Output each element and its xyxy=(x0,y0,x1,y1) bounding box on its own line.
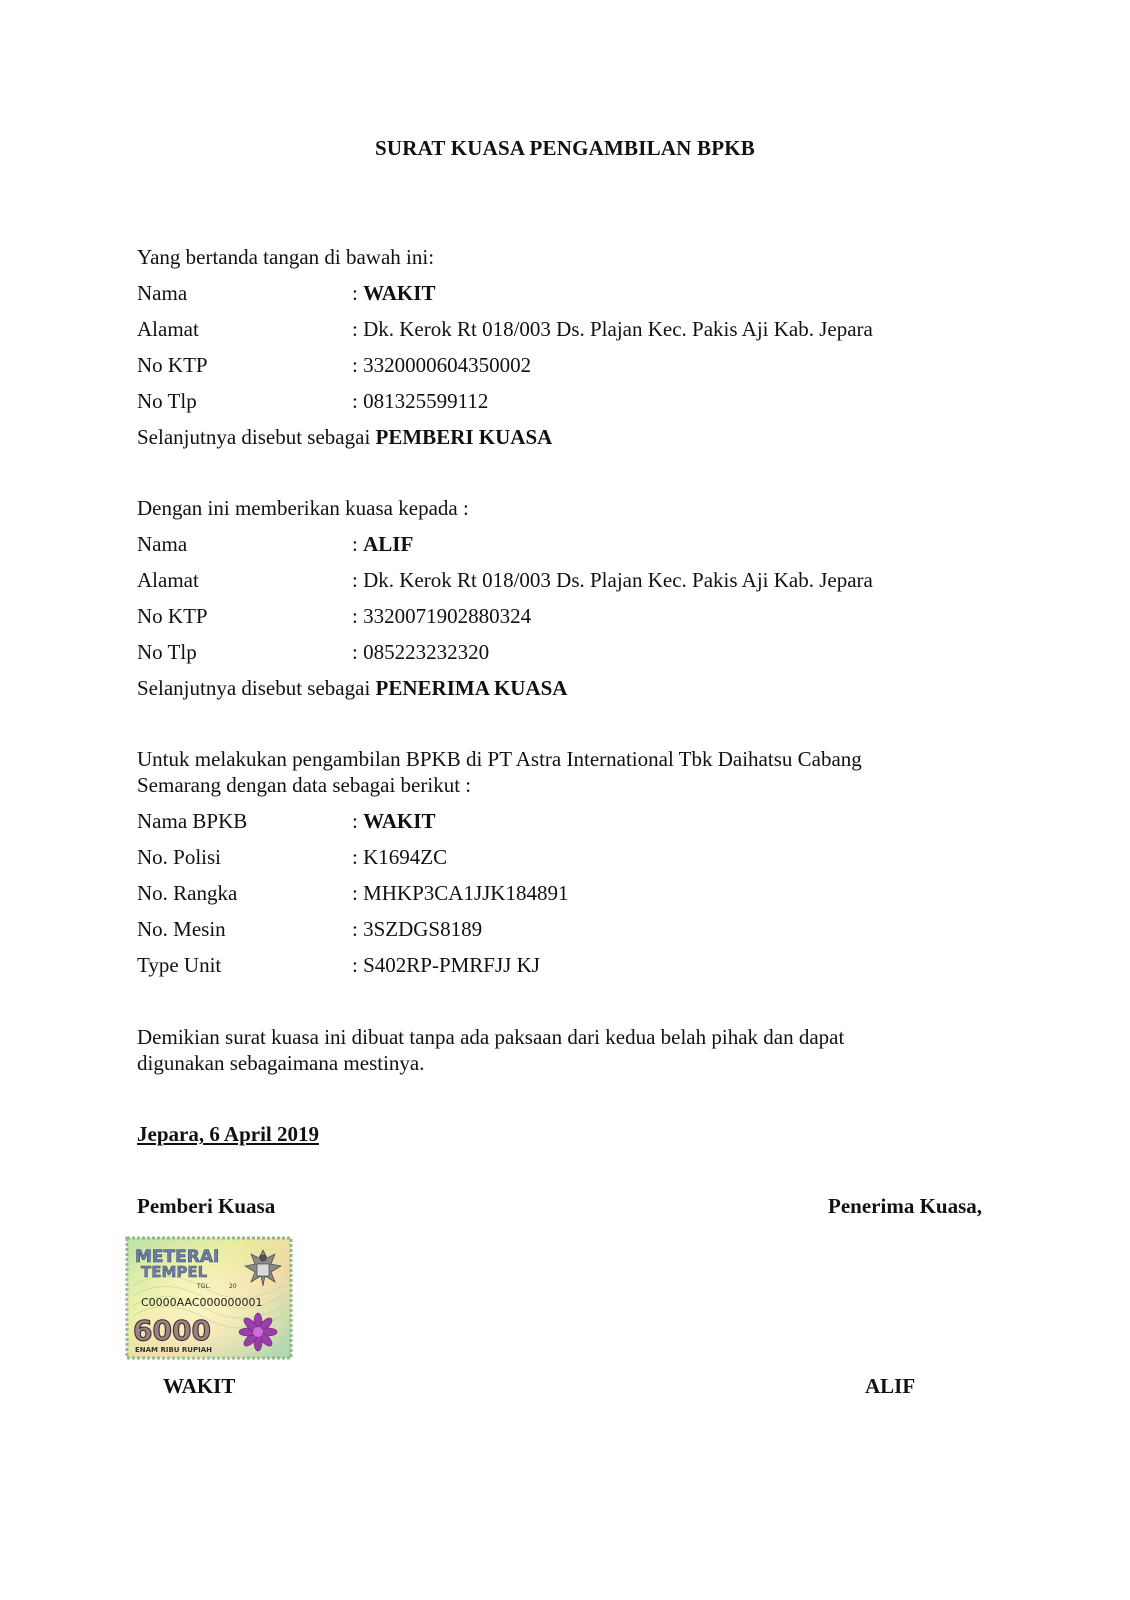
colon: : xyxy=(352,604,358,628)
colon: : xyxy=(352,881,358,905)
penerima-alamat-row xyxy=(352,567,873,593)
stamp-line-1: METERAI xyxy=(135,1247,220,1267)
penerima-nama-value: ALIF xyxy=(363,532,414,556)
stamp-line-2: TEMPEL xyxy=(141,1263,208,1281)
penerima-ktp-value: 3320071902880324 xyxy=(363,604,532,628)
intro-text: Yang bertanda tangan di bawah ini: xyxy=(137,245,435,269)
document-date: Jepara, 6 April 2019 xyxy=(137,1122,319,1146)
colon: : xyxy=(352,640,358,664)
signer-left-title: Pemberi Kuasa xyxy=(137,1194,276,1218)
colon: : xyxy=(352,281,358,305)
pemberi-nama-label: Nama xyxy=(137,281,188,305)
colon: : xyxy=(352,845,358,869)
pemberi-nama-row xyxy=(352,280,435,306)
penerima-alamat-value: Dk. Kerok Rt 018/003 Ds. Plajan Kec. Pakis Aji Kab. Jepara xyxy=(363,568,873,592)
penerima-closing-text: Selanjutnya disebut sebagai xyxy=(137,676,376,700)
document-title: SURAT KUASA PENGAMBILAN BPKB xyxy=(375,136,755,160)
penerima-nama-row xyxy=(352,531,413,557)
colon: : xyxy=(352,568,358,592)
stamp-tgl: TGL. xyxy=(197,1283,211,1290)
pemberi-tlp-row xyxy=(352,388,488,414)
polisi-row xyxy=(352,844,447,870)
penerima-ktp-row xyxy=(352,603,531,629)
meterai-stamp xyxy=(125,1236,293,1360)
polisi-label: No. Polisi xyxy=(137,845,222,869)
pemberi-closing xyxy=(137,424,552,450)
penerima-closing xyxy=(137,675,567,701)
penerima-alamat-label: Alamat xyxy=(137,568,199,592)
type-unit-value: S402RP-PMRFJJ KJ xyxy=(363,953,540,977)
pemberi-ktp-label: No KTP xyxy=(137,353,208,377)
colon: : xyxy=(352,917,358,941)
nama-bpkb-row xyxy=(352,808,435,834)
stamp-20: 20 xyxy=(229,1283,237,1290)
pemberi-nama-value: WAKIT xyxy=(363,281,436,305)
signer-left-name: WAKIT xyxy=(163,1374,236,1398)
pemberi-alamat-row xyxy=(352,316,873,342)
flower-emblem-icon xyxy=(239,1313,277,1351)
closing-line-1: Demikian surat kuasa ini dibuat tanpa ada paksaan dari kedua belah pihak dan dapat xyxy=(137,1025,845,1049)
nama-bpkb-label: Nama BPKB xyxy=(137,809,248,833)
pemberi-alamat-label: Alamat xyxy=(137,317,199,341)
colon: : xyxy=(352,353,358,377)
penerima-tlp-value: 085223232320 xyxy=(363,640,490,664)
rangka-row xyxy=(352,880,568,906)
colon: : xyxy=(352,389,358,413)
rangka-value: MHKP3CA1JJK184891 xyxy=(363,881,569,905)
purpose-line-1: Untuk melakukan pengambilan BPKB di PT Astra International Tbk Daihatsu Cabang xyxy=(137,747,862,771)
type-unit-label: Type Unit xyxy=(137,953,222,977)
mesin-row xyxy=(352,916,482,942)
kuasa-intro-text: Dengan ini memberikan kuasa kepada : xyxy=(137,496,469,520)
closing-line-2: digunakan sebagaimana mestinya. xyxy=(137,1051,425,1075)
stamp-value: 6000 xyxy=(133,1314,211,1347)
penerima-tlp-row xyxy=(352,639,489,665)
pemberi-tlp-value: 081325599112 xyxy=(363,389,489,413)
penerima-closing-bold: PENERIMA KUASA xyxy=(375,676,568,700)
colon: : xyxy=(352,809,358,833)
type-unit-row xyxy=(352,952,540,978)
nama-bpkb-value: WAKIT xyxy=(363,809,436,833)
pemberi-ktp-value: 3320000604350002 xyxy=(363,353,532,377)
colon: : xyxy=(352,317,358,341)
stamp-serial: C0000AAC000000001 xyxy=(141,1296,263,1309)
stamp-words: ENAM RIBU RUPIAH xyxy=(135,1346,212,1354)
penerima-nama-label: Nama xyxy=(137,532,188,556)
pemberi-ktp-row xyxy=(352,352,531,378)
purpose-line-2: Semarang dengan data sebagai berikut : xyxy=(137,773,472,797)
penerima-tlp-label: No Tlp xyxy=(137,640,197,664)
pemberi-tlp-label: No Tlp xyxy=(137,389,197,413)
signer-right-title: Penerima Kuasa, xyxy=(828,1194,982,1218)
pemberi-closing-bold: PEMBERI KUASA xyxy=(375,425,553,449)
colon: : xyxy=(352,532,358,556)
mesin-value: 3SZDGS8189 xyxy=(363,917,483,941)
pemberi-closing-text: Selanjutnya disebut sebagai xyxy=(137,425,376,449)
colon: : xyxy=(352,953,358,977)
polisi-value: K1694ZC xyxy=(363,845,448,869)
signer-right-name: ALIF xyxy=(865,1374,916,1398)
penerima-ktp-label: No KTP xyxy=(137,604,208,628)
rangka-label: No. Rangka xyxy=(137,881,238,905)
pemberi-alamat-value: Dk. Kerok Rt 018/003 Ds. Plajan Kec. Pakis Aji Kab. Jepara xyxy=(363,317,873,341)
mesin-label: No. Mesin xyxy=(137,917,226,941)
